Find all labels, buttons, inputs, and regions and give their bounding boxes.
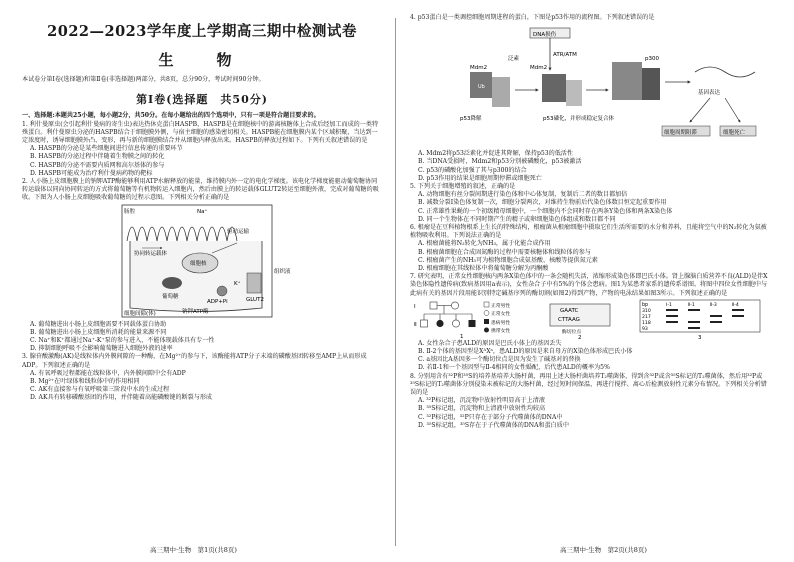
q7-stem: 7. 研究表明，正常女性细胞核内两条X染色体中的一条会随机失活，浓缩形成染色体即巴氏小体。肾上腺脑白质营养不良(ALD)是伴X染色体隐性遗传病(致病基因用a表示)，女性杂合子中有5%的个体会患病。图1为某患者家系的遗传系谱图。将图中四位女性细胞中与此病有关的基因片段用能识别特定碱基序列的酶切割(如图2)得到产物，产物的电泳结果如图3所示。下列叙述正确的是 <box>410 273 768 297</box>
ald-pedigree-diagram <box>410 298 770 340</box>
fig4-p300-label: p300 <box>645 56 659 63</box>
fig4-ubi-label: 泛素 <box>508 56 520 63</box>
fig2-nucleus-label: 细胞核 <box>190 260 207 267</box>
exam-title: 2022—2023学年度上学期高三期中检测试卷 <box>47 23 357 40</box>
fig2-adp-label: ADP+Pi <box>207 298 228 305</box>
q3-stem: 3. 腺苷酸激酶(AK)是线粒体内外膜间隙的一种酶，在Mg²⁺的参与下，该酶能将ATP分子末端的磷酸基团转移至AMP上从而形成ADP。下列叙述正确的是 <box>22 353 367 369</box>
fig7-caption-3: 3 <box>698 334 702 340</box>
fig7-size-118: 118 <box>642 320 651 326</box>
q1-option-c: C. HASPB的分泌不需要内质网和高尔基体的参与 <box>30 161 165 169</box>
q4-stem: 4. p53蛋白是一类调控细胞周期进程的蛋白，下图是p53作用的流程图。下列叙述错误的是 <box>410 14 655 21</box>
fig2-cotransporter-label: 协同转运载体 <box>134 250 168 257</box>
q1-option-d: D. HASPB可能成为治疗利什曼病药物的靶标 <box>30 169 153 177</box>
q1-options <box>22 145 382 178</box>
q2-figure <box>22 203 382 321</box>
subject-title: 生 物 <box>158 51 246 69</box>
fig4-atr-label: ATR/ATM <box>553 52 577 59</box>
q6-option-d: D. 根瘤细胞在其线粒体中将葡萄糖分解为丙酮酸 <box>418 265 549 273</box>
fig7-enzyme-label: 酶切位点 <box>562 329 582 335</box>
fig2-tight-label: 细胞间隙(体) <box>124 310 156 317</box>
fig7-lane-4: Ⅱ-4 <box>732 302 739 308</box>
fig7-size-93: 93 <box>642 326 648 332</box>
q8-option-b: B. ³⁵S标记组，沉淀物和上清液中放射性均较高 <box>418 405 546 413</box>
q5-option-b: B. 减数分裂Ⅰ染色体复制一次，细胞分裂两次，对维持生物前后代染色体数目恒定起重要作用 <box>418 199 667 207</box>
exam-note: 本试卷分第Ⅰ卷(选择题)和第Ⅱ卷(非选择题)两部分，共8页，总分90分，考试时间90分钟。 <box>22 76 265 83</box>
fig2-na-label: Na⁺ <box>197 208 208 215</box>
fig4-ub-label: Ub <box>478 84 485 91</box>
fig7-seq2: CTTAAG <box>558 316 580 323</box>
fig2-glucose-label: 葡萄糖 <box>162 293 179 300</box>
q1-option-b: B. HASPB的分泌过程中伴随着生物膜之间的转化 <box>30 153 165 161</box>
q4-figure <box>410 22 770 150</box>
fig7-legend-carrier: 携带女性 <box>491 328 511 334</box>
q8-stem: 8. 分别用含有³²P和³⁵S的培养基培养大肠杆菌，再用上述大肠杆菌培养T₂噬菌体，得到含³²P或含³⁵S标记的T₂噬菌体，然后用³²P或³⁵S标记的T₂噬菌体分别侵染未被标记的大肠杆菌，经过短时间保温，再进行搅拌、离心后检测放射性元素分布情况。下列相关分析错误的是 <box>410 372 767 397</box>
fig4-degrade-label: p53降解 <box>460 116 482 123</box>
q3-options <box>22 370 382 403</box>
q2-option-d: D. 抑制细胞呼吸不会影响葡萄糖进入细胞外液的速率 <box>30 345 173 353</box>
fig2-glut-label: GLUT2 <box>246 296 264 303</box>
fig2-tissue-label: 组织液 <box>274 268 291 275</box>
q3-option-a: A. 有氧呼吸过程都能在线粒体中，内外膜间隙中会有ADP <box>30 369 186 377</box>
section1-heading: 一、选择题:本题共25小题，每小题2分，共50分。在每小题给出的四个选项中，只有一项是符合题目要求的。 <box>22 112 320 120</box>
q6-stem: 6. 根瘤是在豆科植物根系上生长的特殊结构，根瘤菌从根瘤细胞中摄取它们生活所需要的水分和养料，且能将空气中的N₂转化为氨被植物吸收利用。下列说法正确的是 <box>410 224 767 240</box>
fig7-lane-2: Ⅱ-1 <box>688 302 695 308</box>
q2-option-c: C. Na⁺和K⁺都通过Na⁺-K⁺泵的参与进入，不能体现载体具有专一性 <box>30 337 215 345</box>
fig7-caption-1: 1 <box>460 333 464 340</box>
fig7-legend-female: 正常女性 <box>491 311 511 317</box>
q2-stem: 2. 人小肠上皮细胞膜上的钠钾ATP酶能够利用ATP水解释放的能量，维持膜内外一定的电化学梯度。该电化学梯度能驱动葡萄糖协同转运载体以同向协同转运的方式将葡萄糖等有机物转运入细胞内，然后由膜上的转运载体GLUT2转运至细胞外液，完成对葡萄糖的吸收。下图为人小肠上皮细胞吸收葡萄糖的过程示意图。下列相关分析正确的是 <box>22 178 379 202</box>
q5-stem: 5. 下列关于细胞增殖的叙述，正确的是 <box>410 183 516 191</box>
q7-option-b: B. Ⅱ-2个体的基因型是XᴬXᵃ，患ALD的原因是来自母方的X染色体形成巴氏小体 <box>418 348 633 356</box>
fig4-phos-label: p53磷化，并形成稳定复合体 <box>543 116 614 123</box>
q4-option-d: D. p53作用的结果是细胞周期停滞或细胞死亡 <box>418 174 542 182</box>
fig7-legend-patient: 患病男性 <box>491 320 511 326</box>
q1-option-a: A. HASPB的分泌是某些细胞间进行信息传递的重要环节 <box>30 145 183 153</box>
fig4-dna-label: DNA损伤 <box>533 32 557 39</box>
q7-figure <box>410 298 770 340</box>
fig2-k-label: K⁺ <box>234 280 241 287</box>
q4-option-b: B. 当DNA受损时，Mdm2和p53分别被磷酸化，p53被激活 <box>418 158 582 166</box>
q7-option-d: D. 若Ⅱ-1和一个基因型与Ⅱ-4相同的女性婚配，后代患ALD的概率为5% <box>418 364 610 372</box>
fig7-lane-3: Ⅱ-3 <box>710 302 717 308</box>
intestinal-cell-diagram <box>22 203 382 321</box>
fig7-seq1: GAATC <box>560 307 579 314</box>
q6-option-c: C. 根瘤菌产生的NH₃可为植物细胞合成氨基酸、核酸等提供氮元素 <box>418 256 598 264</box>
fig7-lane-1: Ⅰ-1 <box>666 302 672 308</box>
q2-option-b: B. 葡萄糖进出小肠上皮细胞所消耗的能量来源不同 <box>30 328 167 336</box>
fig7-size-217: 217 <box>642 314 651 320</box>
q7-options <box>410 340 770 373</box>
fig7-bp-label: bp <box>642 302 649 308</box>
fig7-size-310: 310 <box>642 308 651 314</box>
column-divider <box>395 18 396 546</box>
q4-option-a: A. Mdm2将p53泛素化并促进其降解，保持p53的低活性 <box>418 150 573 158</box>
fig4-mdm2-mid-label: Mdm2 <box>530 65 548 72</box>
fig7-legend-male: 正常男性 <box>491 303 511 309</box>
q6-option-b: B. 根瘤菌细胞在合成固氮酶的过程中需要核糖体和线粒体的参与 <box>418 248 591 256</box>
fig4-death-label: 细胞死亡 <box>723 130 746 137</box>
fig2-atpase-label: 钠钾ATP酶 <box>182 308 209 315</box>
q2-options <box>22 321 382 354</box>
part1-title: 第Ⅰ卷(选择题 共50分) <box>136 93 268 107</box>
fig7-gen1-label: Ⅰ <box>414 303 416 310</box>
fig4-arrest-label: 细胞周期阻滞 <box>664 130 698 137</box>
q6-options <box>410 240 770 273</box>
fig4-mdm2-left-label: Mdm2 <box>470 65 488 72</box>
q7-option-a: A. 女性杂合子患ALD的原因是巴氏小体上的基因丢失 <box>418 339 562 347</box>
q5-option-a: A. 动物细胞有丝分裂间期进行染色体和中心体复制，复制后二者的数目都加倍 <box>418 191 628 199</box>
q4-options <box>410 150 770 183</box>
q3-option-c: C. AK有直接参与有氧呼吸第三阶段中水的生成过程 <box>30 386 170 394</box>
q5-options <box>410 191 770 224</box>
q8-option-d: D. ³⁵S标记组，³⁵S存在于子代噬菌体的DNA和蛋白质中 <box>418 421 569 429</box>
q2-option-a: A. 葡萄糖进出小肠上皮细胞需要不同载体蛋白协助 <box>30 320 167 328</box>
q5-option-d: D. 同一个生物体在不同时期产生的精子或卵细胞染色体组成和数目都不同 <box>418 215 616 223</box>
q1-stem: 1. 利什曼原虫(会引起利什曼病的寄生虫)表达热休克蛋白HASPB，HASPB是在细胞核中的游离核糖体上合成后经加工而成的一类特殊蛋白。利什曼原虫分泌的HASPB结合于细胞膜外侧，与宿主细胞的感染密切相关。HASPB能在细胞膜内某个区域积聚，当达到一定浓度时，诱导细胞膜外凸、变形，再与新的细胞膜结合并从细胞内释放出来。HASPB的释放过程如下。下列有关叙述错误的是 <box>22 120 379 145</box>
q8-option-a: A. ³²P标记组，沉淀物中放射性明显高于上清液 <box>418 397 545 405</box>
q6-option-a: A. 根瘤菌能将N₂转化为NH₃，属于化能合成作用 <box>418 240 551 248</box>
fig7-gen2-label: Ⅱ <box>414 321 417 328</box>
left-column <box>22 20 382 403</box>
fig7-caption-2: 2 <box>578 334 582 340</box>
footer-right: 高三期中·生物 第2页(共8页) <box>560 546 647 554</box>
q3-option-b: B. Mg²⁺在叶绿体和线粒体中的作用相同 <box>30 378 140 386</box>
fig2-lumen-label: 肠腔 <box>124 208 136 215</box>
q7-option-c: C. a基因比A基因多一个酶切位点是因为发生了碱基对的替换 <box>418 356 581 364</box>
fig4-gene-label: 基因表达 <box>698 90 721 97</box>
q5-option-c: C. 正常雄性果蝇的一个初级精母细胞中，一个细胞内不会同时存在两条Y染色体和两条X染色体 <box>418 207 673 215</box>
q8-options <box>410 397 770 430</box>
q4-option-c: C. p53的磷酸化加强了其与p300的结合 <box>418 166 527 174</box>
footer-left: 高三期中·生物 第1页(共8页) <box>150 546 237 554</box>
p53-pathway-diagram <box>410 22 770 150</box>
fig2-drive-label: 驱动运输 <box>227 228 250 235</box>
right-column <box>410 14 770 430</box>
q3-option-d: D. AK具有转移磷酸基团的作用，并伴随着高能磷酸键的断裂与形成 <box>30 394 213 402</box>
q8-option-c: C. ³²P标记组，³²P只存在于部分子代噬菌体的DNA中 <box>418 413 563 421</box>
